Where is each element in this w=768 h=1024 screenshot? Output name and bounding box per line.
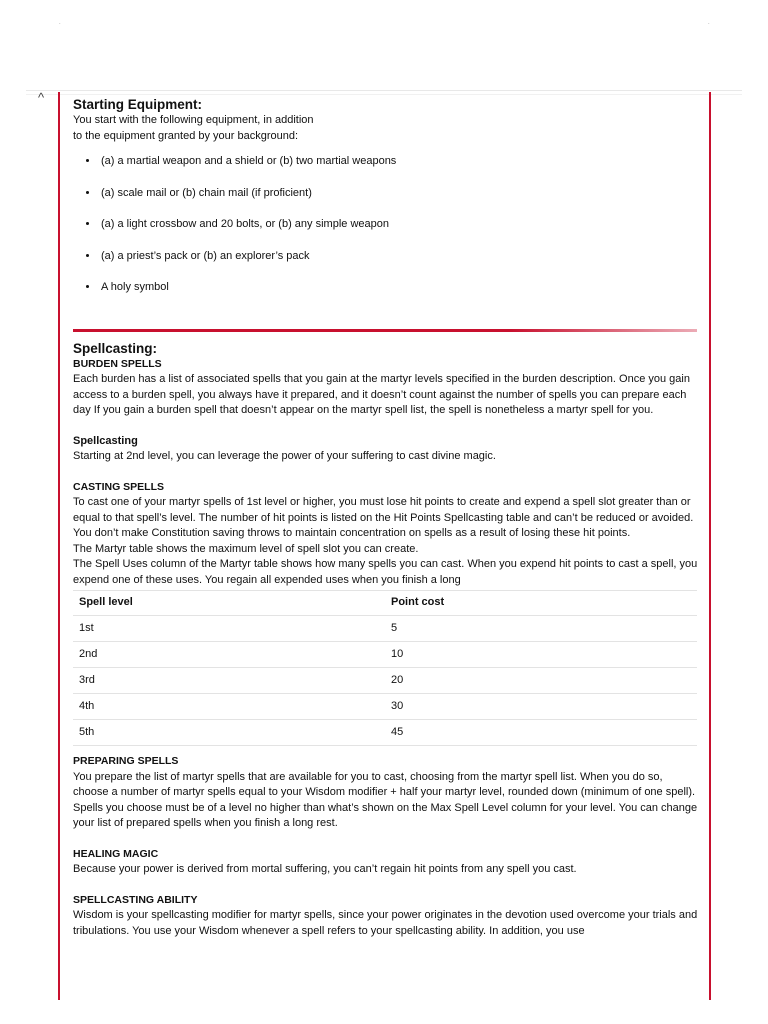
casting-spells-text: To cast one of your martyr spells of 1st level or higher, you must lose hit points to create and expend a spell slot greater than or equal to that spell’s level. The number of hit points is listed on the Hit Points Spellcasting table and can’t be reduced or avoided. You don’t make Constitution saving throws to maintain concentration on spells as a result of losing these hit points. <box>73 496 694 539</box>
list-item: • (a) a priest’s pack or (b) an explorer’s pack <box>99 249 701 265</box>
table-cell: 5 <box>385 616 697 642</box>
table-cell: 30 <box>385 694 697 720</box>
list-item: • (a) scale mail or (b) chain mail (if proficient) <box>99 186 701 202</box>
spellcasting-text: Starting at 2nd level, you can leverage the power of your suffering to cast divine magic. <box>73 450 496 462</box>
table-row <box>73 720 697 746</box>
document-content <box>73 96 701 939</box>
table-cell: 5th <box>73 720 385 746</box>
table-row <box>73 668 697 694</box>
table-header-row <box>73 591 697 616</box>
list-item: • (a) a martial weapon and a shield or (b) two martial weapons <box>99 154 701 170</box>
table-cell: 45 <box>385 720 697 746</box>
preparing-spells-text: You prepare the list of martyr spells that are available for you to cast, choosing from the martyr spell list. When you do so, choose a number of martyr spells equal to your Wisdom modifier + half your martyr level, rounded down (minimum of one spell). Spells you choose must be of a level no higher than what’s shown on the Max Spell Level column for your level. You can change your list of prepared spells when you finish a long rest. <box>73 770 698 829</box>
table-cell: 3rd <box>73 668 385 694</box>
equipment-intro-line2: to the equipment granted by your background: <box>73 129 299 142</box>
burden-spells-title: BURDEN SPELLS <box>73 357 162 370</box>
scroll-up-icon[interactable]: ^ <box>38 90 45 105</box>
equipment-list <box>73 154 701 296</box>
column-header-point-cost: Point cost <box>385 591 697 616</box>
healing-magic-title: HEALING MAGIC <box>73 847 159 860</box>
corner-dot-left: . <box>59 20 61 26</box>
table-cell: 2nd <box>73 642 385 668</box>
list-item: • (a) a light crossbow and 20 bolts, or (b) any simple weapon <box>99 217 701 233</box>
table-cell: 20 <box>385 668 697 694</box>
point-cost-table <box>73 590 697 746</box>
table-cell: 4th <box>73 694 385 720</box>
casting-spells-title: CASTING SPELLS <box>73 480 165 493</box>
starting-equipment-heading: Starting Equipment: <box>73 97 202 112</box>
table-cell: 1st <box>73 616 385 642</box>
top-divider <box>26 90 742 91</box>
top-divider-secondary <box>26 94 742 95</box>
section-divider <box>73 329 697 332</box>
right-accent-border <box>709 92 711 1000</box>
table-row <box>73 616 697 642</box>
casting-spells-text-2: The Martyr table shows the maximum level of spell slot you can create. <box>73 542 419 555</box>
casting-spells-text-3: The Spell Uses column of the Martyr table shows how many spells you can cast. When you expend hit points to cast a spell, you expend one of these uses. You regain all expended uses when you finish a long <box>73 558 698 586</box>
corner-dot-right: . <box>708 20 710 26</box>
spellcasting-subtitle: Spellcasting <box>73 434 138 447</box>
preparing-spells-title: PREPARING SPELLS <box>73 755 179 767</box>
column-header-spell-level: Spell level <box>73 591 385 616</box>
spellcasting-ability-text: Wisdom is your spellcasting modifier for martyr spells, since your power originates in the devotion used overcome your trials and tribulations. You use your Wisdom whenever a spell refers to your spellcasting ability. In addition, you use <box>73 909 698 937</box>
table-row <box>73 694 697 720</box>
burden-spells-text: Each burden has a list of associated spells that you gain at the martyr levels specified in the burden description. Once you gain access to a burden spell, you always have it prepared, and it doesn’t count against the number of spells you can prepare each day If you gain a burden spell that doesn’t appear on the martyr spell list, the spell is nonetheless a martyr spell for you. <box>73 373 690 416</box>
spellcasting-heading: Spellcasting: <box>73 340 158 356</box>
healing-magic-text: Because your power is derived from mortal suffering, you can’t regain hit points from any spell you cast. <box>73 863 577 875</box>
left-accent-border <box>58 92 60 1000</box>
spellcasting-ability-title: SPELLCASTING ABILITY <box>73 893 198 906</box>
list-item: • A holy symbol <box>99 280 701 296</box>
table-cell: 10 <box>385 642 697 668</box>
equipment-intro-line1: You start with the following equipment, in addition <box>73 114 314 126</box>
table-row <box>73 642 697 668</box>
